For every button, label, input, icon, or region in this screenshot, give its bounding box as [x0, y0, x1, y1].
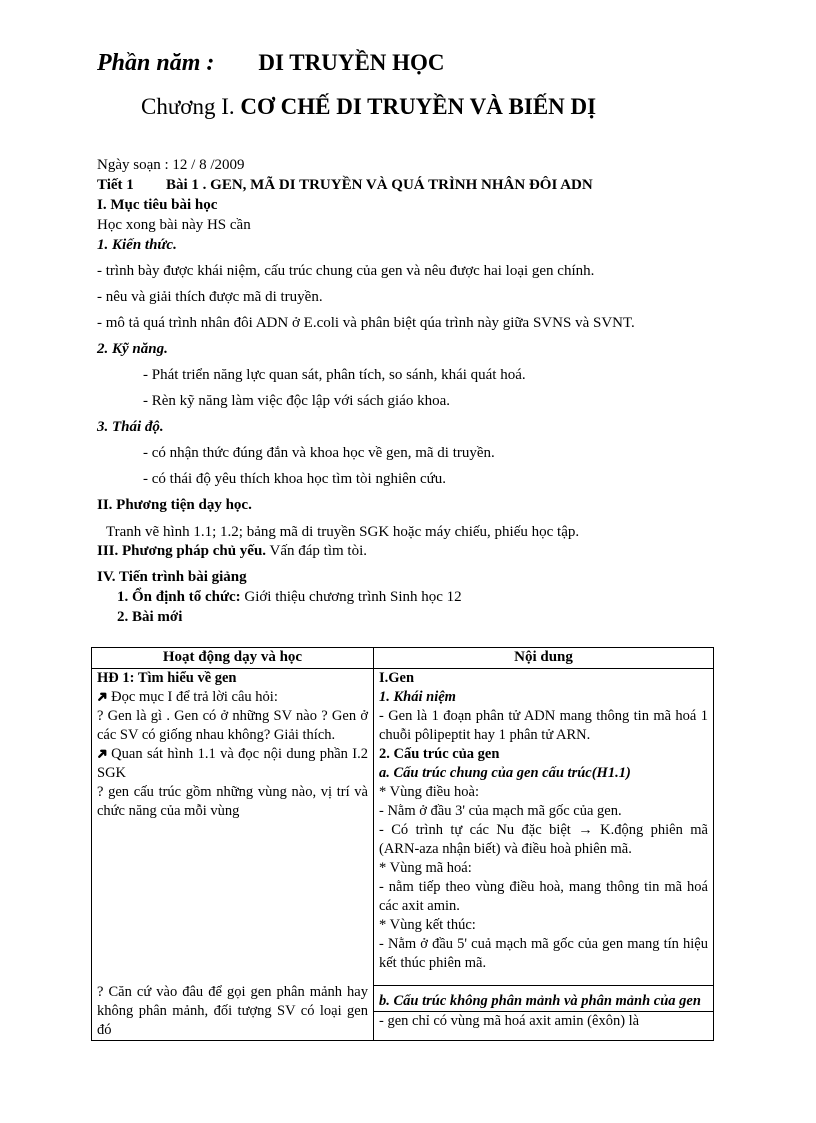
attitude-heading: 3. Thái độ. [97, 419, 164, 435]
regulatory-zone-label: * Vùng điều hoà: [379, 784, 480, 800]
concept-text: - Gen là 1 đoạn phân tử ADN mang thông tin mã hoá 1 chuỗi pôlipeptit hay 1 phân tử ARN. [379, 708, 708, 743]
activities-cell [92, 669, 374, 1041]
arrow-icon: ➜ [92, 744, 113, 765]
question-structure: ? gen cấu trúc gồm những vùng nào, vị trí và chức năng của mỗi vùng [97, 784, 368, 819]
coding-zone-item: - nằm tiếp theo vùng điều hoà, mang thông tin mã hoá các axit amin. [379, 879, 708, 914]
structure-b-item: - gen chỉ có vùng mã hoá axit amin (êxôn) là [374, 1011, 713, 1031]
col-header-content: Nội dung [374, 648, 714, 669]
lesson-date: Ngày soạn : 12 / 8 /2009 [97, 157, 245, 173]
lesson-period: Tiết 1 [97, 177, 134, 193]
gen-heading: I.Gen [379, 670, 415, 686]
end-zone-label: * Vùng kết thúc: [379, 917, 476, 933]
attitude-item: - có thái độ yêu thích khoa học tìm tòi nghiên cứu. [143, 471, 447, 487]
lesson-title: Bài 1 . GEN, MÃ DI TRUYỀN VÀ QUÁ TRÌNH NHÂN ĐÔI ADN [166, 177, 593, 193]
coding-zone-label: * Vùng mã hoá: [379, 860, 472, 876]
spacer [97, 821, 368, 983]
skills-item: - Rèn kỹ năng làm việc độc lập với sách giáo khoa. [143, 393, 451, 409]
attitude-item: - có nhận thức đúng đắn và khoa học về gen, mã di truyền. [143, 445, 495, 461]
knowledge-item: - mô tả quá trình nhân đôi ADN ở E.coli và phân biệt qúa trình này giữa SVNS và SVNT. [97, 315, 635, 331]
chapter-title: CƠ CHẾ DI TRUYỀN VÀ BIẾN DỊ [240, 94, 597, 119]
part-heading [97, 50, 445, 77]
structure-a-heading: a. Cấu trúc chung của gen cấu trúc(H1.1) [379, 765, 631, 781]
knowledge-item: - nêu và giải thích được mã di truyền. [97, 289, 323, 305]
arrow-icon: ➜ [92, 687, 113, 708]
part-title: DI TRUYỀN HỌC [258, 50, 445, 75]
objectives-heading: I. Mục tiêu bài học [97, 197, 218, 213]
regulatory-zone-item: - Nằm ở đầu 3' của mạch mã gốc của gen. [379, 803, 622, 819]
skills-item: - Phát triển năng lực quan sát, phân tích, so sánh, khái quát hoá. [143, 367, 526, 383]
table-row [92, 669, 714, 1041]
step1-text: Giới thiệu chương trình Sinh học 12 [244, 589, 462, 605]
chapter-heading [141, 94, 596, 120]
table-header-row [92, 648, 714, 669]
knowledge-item: - trình bày được khái niệm, cấu trúc chung của gen và nêu được hai loại gen chính. [97, 263, 595, 279]
structure-b-heading: b. Cấu trúc không phân mảnh và phân mảnh của gen [379, 993, 701, 1009]
means-heading: II. Phương tiện dạy học. [97, 497, 252, 513]
part-label: Phần năm : [97, 50, 215, 76]
structure-heading: 2. Cấu trúc của gen [379, 746, 500, 762]
question-observe: ➜Quan sát hình 1.1 và đọc nội dung phần I.2 SGK [92, 744, 368, 781]
concept-heading: 1. Khái niệm [379, 689, 456, 705]
method-heading: III. Phương pháp chủ yếu. [97, 543, 267, 559]
method-line [97, 542, 367, 561]
means-text: Tranh vẽ hình 1.1; 1.2; bảng mã di truyền SGK hoặc máy chiếu, phiếu học tập. [106, 524, 580, 540]
chapter-prefix: Chương I. [141, 94, 235, 119]
knowledge-heading: 1. Kiến thức. [97, 237, 177, 253]
end-zone-item: - Nằm ở đầu 5' cuả mạch mã gốc của gen mang tín hiệu kết thúc phiên mã. [374, 935, 713, 986]
method-text: Vấn đáp tìm tòi. [269, 543, 368, 559]
hd1-heading: HĐ 1: Tìm hiểu về gen [97, 670, 237, 686]
question-gene: ? Gen là gì . Gen có ở những SV nào ? Gen ở các SV có giống nhau không? Giải thích. [97, 708, 368, 743]
process-step-1 [117, 588, 462, 607]
question-fragmented: ? Căn cứ vào đâu để gọi gen phân mảnh hay không phân mảnh, đối tượng SV có loại gen đó [97, 984, 368, 1038]
question-read: ➜Đọc mục I để trả lời câu hỏi: [92, 687, 278, 708]
objectives-intro: Học xong bài này HS cần [97, 217, 251, 233]
col-header-activities: Hoạt động dạy và học [92, 648, 374, 669]
skills-heading: 2. Kỹ năng. [97, 341, 168, 357]
process-heading: IV. Tiến trình bài giảng [97, 569, 247, 585]
process-step-2: 2. Bài mới [117, 609, 183, 625]
lesson-table [91, 647, 714, 1041]
content-cell [374, 669, 714, 1041]
regulatory-zone-item: - Có trình tự các Nu đặc biệt → K.động phiên mã (ARN-aza nhận biết) và điều hoà phiên mã. [379, 822, 708, 857]
step1-label: 1. Ổn định tổ chức: [117, 589, 241, 605]
